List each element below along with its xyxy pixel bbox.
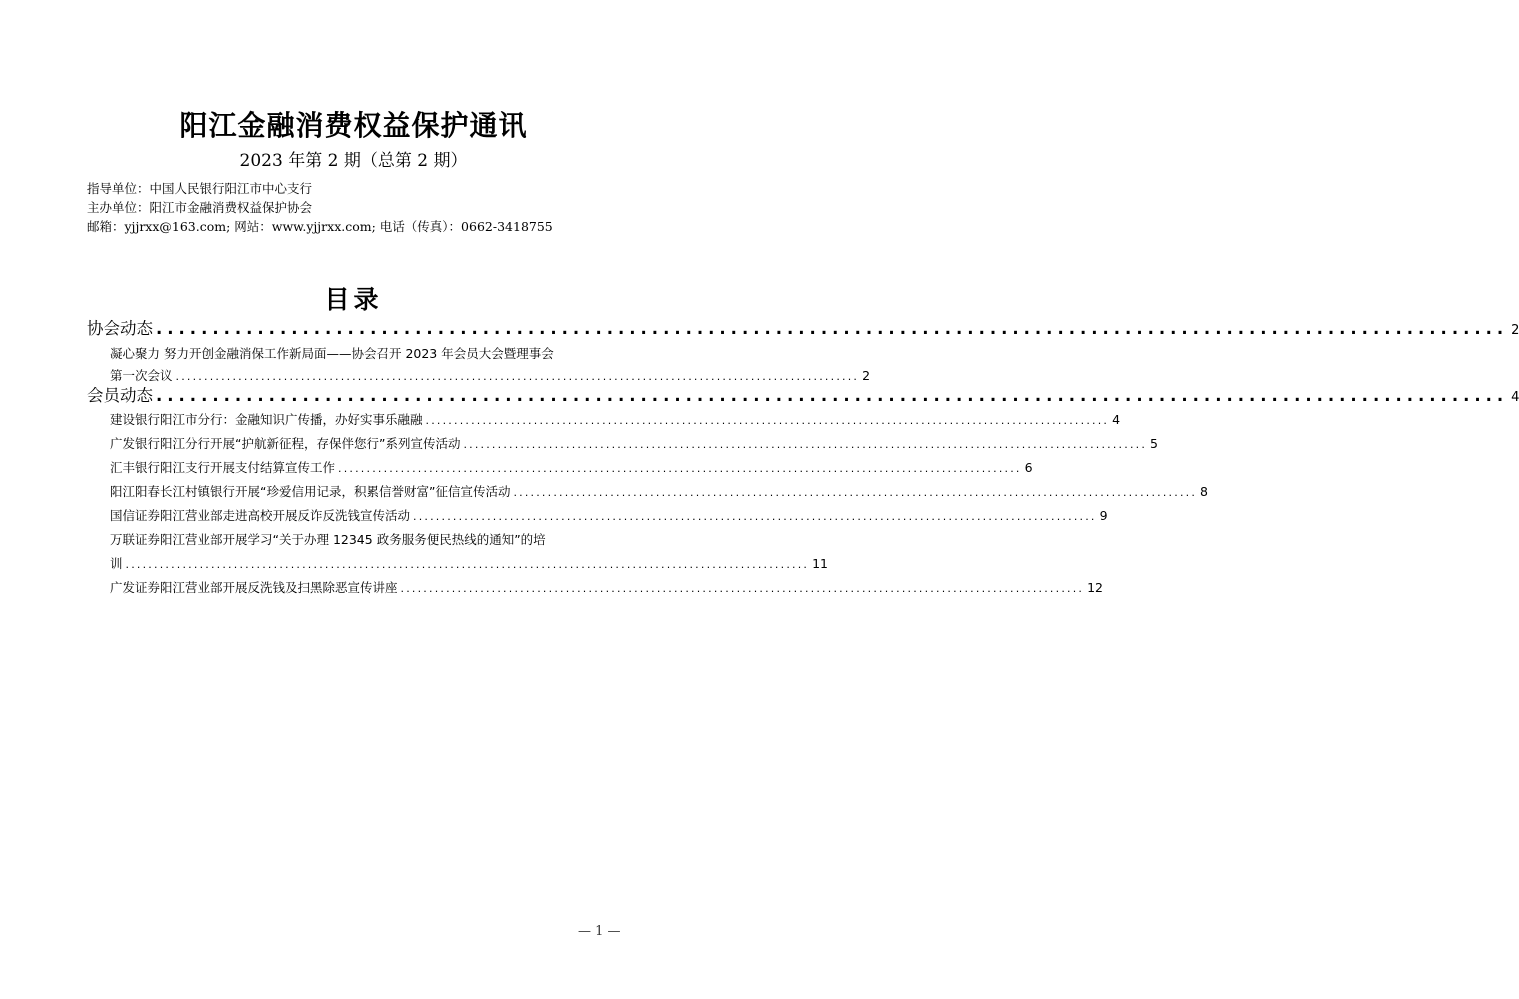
dot-leader: ........................................................................................................................ [463, 438, 1148, 451]
toc-page-number: 9 [1099, 508, 1108, 523]
toc-entry[interactable] [110, 366, 871, 387]
host-unit: 主办单位：阳江市金融消费权益保护协会 [87, 200, 313, 215]
toc-page-number: 8 [1200, 484, 1208, 499]
toc-entry-label: 第一次会议 [110, 368, 173, 383]
contact-info: 邮箱：yjjrxx@163.com; 网站：www.yjjrxx.com; 电话（传真）：0662-3418755 [87, 219, 553, 234]
toc-entry-label: 广发银行阳江分行开展“护航新征程，存保伴您行”系列宣传活动 [110, 436, 461, 451]
toc-entry[interactable] [110, 458, 1033, 479]
toc-entry-line1[interactable]: 凝心聚力 努力开创金融消保工作新局面——协会召开 2023 年会员大会暨理事会 [110, 346, 554, 361]
dot-leader: ........................................................................................................................ [156, 386, 1509, 405]
dot-leader: ........................................................................................................................ [425, 414, 1110, 427]
page-number-footer: — 1 — [578, 924, 621, 939]
dot-leader: ........................................................................................................................ [175, 370, 860, 383]
toc-section-association-news[interactable] [87, 318, 1519, 342]
dot-leader: ........................................................................................................................ [400, 582, 1085, 595]
toc-entry-line1[interactable]: 万联证券阳江营业部开展学习“关于办理 12345 政务服务便民热线的通知”的培 [110, 532, 546, 547]
toc-entry-label: 国信证券阳江营业部走进高校开展反诈反洗钱宣传活动 [110, 508, 411, 523]
toc-page-number: 11 [812, 556, 829, 571]
toc-entry[interactable] [110, 434, 1158, 455]
toc-entry[interactable] [110, 410, 1121, 431]
dot-leader: ........................................................................................................................ [125, 558, 810, 571]
toc-entry-label: 广发证券阳江营业部开展反洗钱及扫黑除恶宣传讲座 [110, 580, 398, 595]
dot-leader: ........................................................................................................................ [156, 319, 1509, 338]
toc-page-number: 6 [1024, 460, 1033, 475]
newsletter-title: 阳江金融消费权益保护通讯 [179, 109, 528, 142]
guidance-unit: 指导单位：中国人民银行阳江市中心支行 [87, 181, 313, 196]
toc-entry[interactable] [110, 554, 829, 575]
toc-entry[interactable] [110, 506, 1108, 527]
toc-title: 目录 [324, 285, 383, 314]
toc-page-number: 4 [1112, 412, 1121, 427]
issue-number: 2023 年第 2 期（总第 2 期） [239, 151, 468, 171]
toc-entry-label: 汇丰银行阳江支行开展支付结算宣传工作 [110, 460, 336, 475]
toc-entry-label: 训 [110, 556, 123, 571]
toc-entry-label: 建设银行阳江市分行：金融知识广传播，办好实事乐融融 [110, 412, 423, 427]
toc-entry[interactable] [110, 578, 1104, 599]
toc-section-member-news[interactable] [87, 385, 1519, 409]
dot-leader: ........................................................................................................................ [338, 462, 1022, 475]
toc-page-number: 4 [1511, 390, 1519, 405]
dot-leader: ........................................................................................................................ [513, 486, 1198, 499]
toc-entry-label: 阳江阳春长江村镇银行开展“珍爱信用记录，积累信誉财富”征信宣传活动 [110, 484, 511, 499]
toc-page-number: 2 [1511, 323, 1519, 338]
toc-page-number: 12 [1087, 580, 1104, 595]
toc-page-number: 2 [862, 368, 871, 383]
dot-leader: ........................................................................................................................ [413, 510, 1097, 523]
toc-section-label: 协会动态 [87, 319, 153, 338]
toc-page-number: 5 [1150, 436, 1158, 451]
toc-section-label: 会员动态 [87, 386, 153, 405]
toc-entry[interactable] [110, 482, 1208, 503]
